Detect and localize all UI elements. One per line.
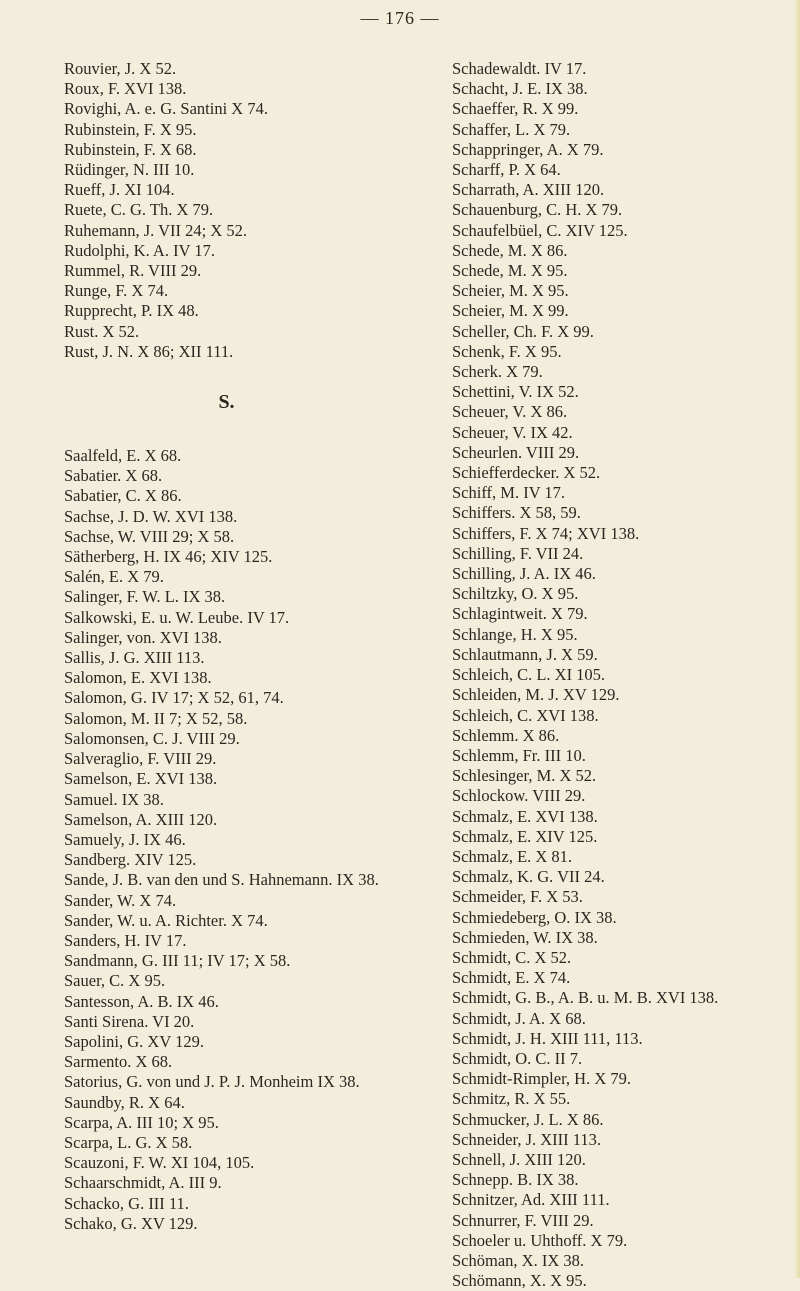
index-entry: Schnepp. B. IX 38. bbox=[452, 1170, 579, 1190]
index-entry: Schmalz, E. X 81. bbox=[452, 846, 573, 866]
index-entry: Schaufelbüel, C. XIV 125. bbox=[452, 220, 628, 240]
index-entry: Salomon, M. II 7; X 52, 58. bbox=[64, 708, 248, 728]
index-entry: Schlockow. VIII 29. bbox=[452, 786, 586, 806]
index-entry: Schadewaldt. IV 17. bbox=[452, 59, 587, 78]
index-entry: Schleiden, M. J. XV 129. bbox=[452, 685, 620, 705]
index-entry: Rust, J. N. X 86; XII 111. bbox=[64, 341, 234, 361]
index-entry: Schmidt, C. X 52. bbox=[452, 947, 572, 967]
index-entry: Salén, E. X 79. bbox=[64, 567, 164, 587]
index-entry: Rueff, J. XI 104. bbox=[64, 180, 175, 200]
index-entry: Roux, F. XVI 138. bbox=[64, 79, 187, 99]
index-entry: Schappringer, A. X 79. bbox=[452, 139, 604, 159]
index-entry: Scheller, Ch. F. X 99. bbox=[452, 321, 594, 341]
index-entry: Sachse, W. VIII 29; X 58. bbox=[64, 526, 235, 546]
index-entry: Rüdinger, N. III 10. bbox=[64, 160, 195, 180]
index-entry: Sätherberg, H. IX 46; XIV 125. bbox=[64, 547, 273, 567]
index-entry: Schede, M. X 95. bbox=[452, 261, 568, 281]
index-entry: Sandmann, G. III 11; IV 17; X 58. bbox=[64, 951, 291, 971]
index-entry: Schmidt, G. B., A. B. u. M. B. XVI 138. bbox=[452, 988, 719, 1008]
index-entry: Schmieden, W. IX 38. bbox=[452, 927, 598, 947]
index-entry: Ruete, C. G. Th. X 79. bbox=[64, 200, 214, 220]
index-entry: Salomonsen, C. J. VIII 29. bbox=[64, 728, 240, 748]
index-entry: Sachse, J. D. W. XVI 138. bbox=[64, 506, 238, 526]
index-entry: Rubinstein, F. X 68. bbox=[64, 139, 197, 159]
index-entry: Schmeider, F. X 53. bbox=[452, 887, 583, 907]
index-entry: Scarpa, L. G. X 58. bbox=[64, 1132, 193, 1152]
index-entry: Sanders, H. IV 17. bbox=[64, 930, 187, 950]
index-entry: Schacko, G. III 11. bbox=[64, 1193, 189, 1213]
index-entry: Scharff, P. X 64. bbox=[452, 160, 561, 180]
index-entry: Scharrath, A. XIII 120. bbox=[452, 180, 605, 200]
index-entry: Rovighi, A. e. G. Santini X 74. bbox=[64, 99, 268, 119]
index-entry: Salomon, G. IV 17; X 52, 61, 74. bbox=[64, 688, 284, 708]
index-entry: Schleich, C. XVI 138. bbox=[452, 705, 599, 725]
index-entry: Saundby, R. X 64. bbox=[64, 1092, 185, 1112]
index-entry: Schömann, X. X 95. bbox=[452, 1271, 587, 1291]
index-entry: Schleich, C. L. XI 105. bbox=[452, 665, 606, 685]
index-entry: Schede, M. X 86. bbox=[452, 240, 568, 260]
index-entry: Schako, G. XV 129. bbox=[64, 1213, 198, 1233]
index-entry: Schmitz, R. X 55. bbox=[452, 1089, 571, 1109]
index-entry: Schiff, M. IV 17. bbox=[452, 483, 566, 503]
index-entries-r bbox=[64, 59, 419, 362]
index-entries-s bbox=[64, 446, 419, 1234]
index-entry: Schilling, J. A. IX 46. bbox=[452, 564, 596, 584]
index-entry: Schilling, F. VII 24. bbox=[452, 543, 584, 563]
index-entry: Sallis, J. G. XIII 113. bbox=[64, 648, 205, 668]
index-entry: Schaffer, L. X 79. bbox=[452, 119, 571, 139]
index-entry: Schoeler u. Uhthoff. X 79. bbox=[452, 1230, 628, 1250]
index-entry: Samelson, A. XIII 120. bbox=[64, 809, 218, 829]
index-entry: Rupprecht, P. IX 48. bbox=[64, 301, 199, 321]
page-number: — 176 — bbox=[360, 8, 440, 28]
index-entry: Schaarschmidt, A. III 9. bbox=[64, 1173, 222, 1193]
index-entry: Salinger, F. W. L. IX 38. bbox=[64, 587, 226, 607]
index-entry: Samuel. IX 38. bbox=[64, 789, 164, 809]
index-entry: Sapolini, G. XV 129. bbox=[64, 1031, 204, 1051]
index-entry: Schnitzer, Ad. XIII 111. bbox=[452, 1190, 610, 1210]
index-entry: Schöman, X. IX 38. bbox=[452, 1250, 584, 1270]
index-entry: Sabatier, C. X 86. bbox=[64, 486, 182, 506]
index-entry: Scheier, M. X 99. bbox=[452, 301, 569, 321]
index-entry: Salomon, E. XVI 138. bbox=[64, 668, 212, 688]
index-entry: Ruhemann, J. VII 24; X 52. bbox=[64, 220, 248, 240]
index-entry: Sande, J. B. van den und S. Hahnemann. IX 38. bbox=[64, 870, 379, 890]
index-entry: Schiltzky, O. X 95. bbox=[452, 584, 579, 604]
index-entry: Schmidt, J. A. X 68. bbox=[452, 1008, 586, 1028]
index-entry: Scheuer, V. X 86. bbox=[452, 402, 568, 422]
index-entry: Schauenburg, C. H. X 79. bbox=[452, 200, 623, 220]
index-entry: Rouvier, J. X 52. bbox=[64, 59, 177, 78]
index-entry: Rummel, R. VIII 29. bbox=[64, 261, 202, 281]
index-entry: Sabatier. X 68. bbox=[64, 466, 163, 486]
index-entry: Schnurrer, F. VIII 29. bbox=[452, 1210, 594, 1230]
index-entry: Salinger, von. XVI 138. bbox=[64, 627, 222, 647]
index-entry: Schaeffer, R. X 99. bbox=[452, 99, 579, 119]
index-entry: Schneider, J. XIII 113. bbox=[452, 1129, 602, 1149]
index-entry: Scauzoni, F. W. XI 104, 105. bbox=[64, 1153, 255, 1173]
index-entry: Sandberg. XIV 125. bbox=[64, 850, 197, 870]
index-entry: Rudolphi, K. A. IV 17. bbox=[64, 240, 215, 260]
index-column-left bbox=[64, 59, 419, 1234]
index-entry: Saalfeld, E. X 68. bbox=[64, 446, 182, 466]
index-entry: Schlemm. X 86. bbox=[452, 725, 560, 745]
index-entry: Schmiedeberg, O. IX 38. bbox=[452, 907, 617, 927]
index-entry: Scarpa, A. III 10; X 95. bbox=[64, 1112, 219, 1132]
index-entry: Schiefferdecker. X 52. bbox=[452, 463, 601, 483]
index-entry: Sander, W. X 74. bbox=[64, 890, 177, 910]
index-entry: Scheurlen. VIII 29. bbox=[452, 442, 580, 462]
index-entry: Rust. X 52. bbox=[64, 321, 140, 341]
index-entry: Santi Sirena. VI 20. bbox=[64, 1011, 195, 1031]
index-entry: Santesson, A. B. IX 46. bbox=[64, 991, 219, 1011]
index-entry: Scherk. X 79. bbox=[452, 362, 543, 382]
index-entry: Schiffers, F. X 74; XVI 138. bbox=[452, 523, 640, 543]
index-entry: Salveraglio, F. VIII 29. bbox=[64, 749, 217, 769]
index-entry: Scheier, M. X 95. bbox=[452, 281, 569, 301]
index-entry: Schmalz, E. XVI 138. bbox=[452, 806, 598, 826]
page-edge-shadow bbox=[794, 0, 800, 1278]
index-entry: Samuely, J. IX 46. bbox=[64, 829, 186, 849]
index-entry: Runge, F. X 74. bbox=[64, 281, 169, 301]
index-entry: Schmucker, J. L. X 86. bbox=[452, 1109, 604, 1129]
index-entry: Schmalz, K. G. VII 24. bbox=[452, 867, 605, 887]
index-entry: Schlange, H. X 95. bbox=[452, 624, 578, 644]
index-entry: Schlagintweit. X 79. bbox=[452, 604, 588, 624]
index-entry: Schiffers. X 58, 59. bbox=[452, 503, 581, 523]
index-entry: Samelson, E. XVI 138. bbox=[64, 769, 218, 789]
index-entry: Schlemm, Fr. III 10. bbox=[452, 745, 586, 765]
index-entry: Schlesinger, M. X 52. bbox=[452, 766, 597, 786]
index-entry: Schacht, J. E. IX 38. bbox=[452, 79, 588, 99]
index-entry: Rubinstein, F. X 95. bbox=[64, 119, 197, 139]
section-heading-s: S. bbox=[218, 391, 235, 414]
index-entry: Schmalz, E. XIV 125. bbox=[452, 826, 598, 846]
index-entry: Schnell, J. XIII 120. bbox=[452, 1149, 586, 1169]
index-entry: Salkowski, E. u. W. Leube. IV 17. bbox=[64, 607, 290, 627]
index-column-right bbox=[452, 59, 797, 1291]
index-entries-sch bbox=[452, 59, 797, 1291]
index-entry: Schmidt, E. X 74. bbox=[452, 968, 571, 988]
index-entry: Schmidt, J. H. XIII 111, 113. bbox=[452, 1028, 643, 1048]
index-entry: Scheuer, V. IX 42. bbox=[452, 422, 573, 442]
index-entry: Schmidt-Rimpler, H. X 79. bbox=[452, 1069, 631, 1089]
index-entry: Schenk, F. X 95. bbox=[452, 341, 562, 361]
index-entry: Sander, W. u. A. Richter. X 74. bbox=[64, 910, 268, 930]
index-entry: Sarmento. X 68. bbox=[64, 1052, 173, 1072]
index-entry: Schlautmann, J. X 59. bbox=[452, 644, 598, 664]
index-entry: Sauer, C. X 95. bbox=[64, 971, 166, 991]
index-entry: Satorius, G. von und J. P. J. Monheim IX 38. bbox=[64, 1072, 360, 1092]
index-entry: Schmidt, O. C. II 7. bbox=[452, 1048, 583, 1068]
index-entry: Schettini, V. IX 52. bbox=[452, 382, 579, 402]
